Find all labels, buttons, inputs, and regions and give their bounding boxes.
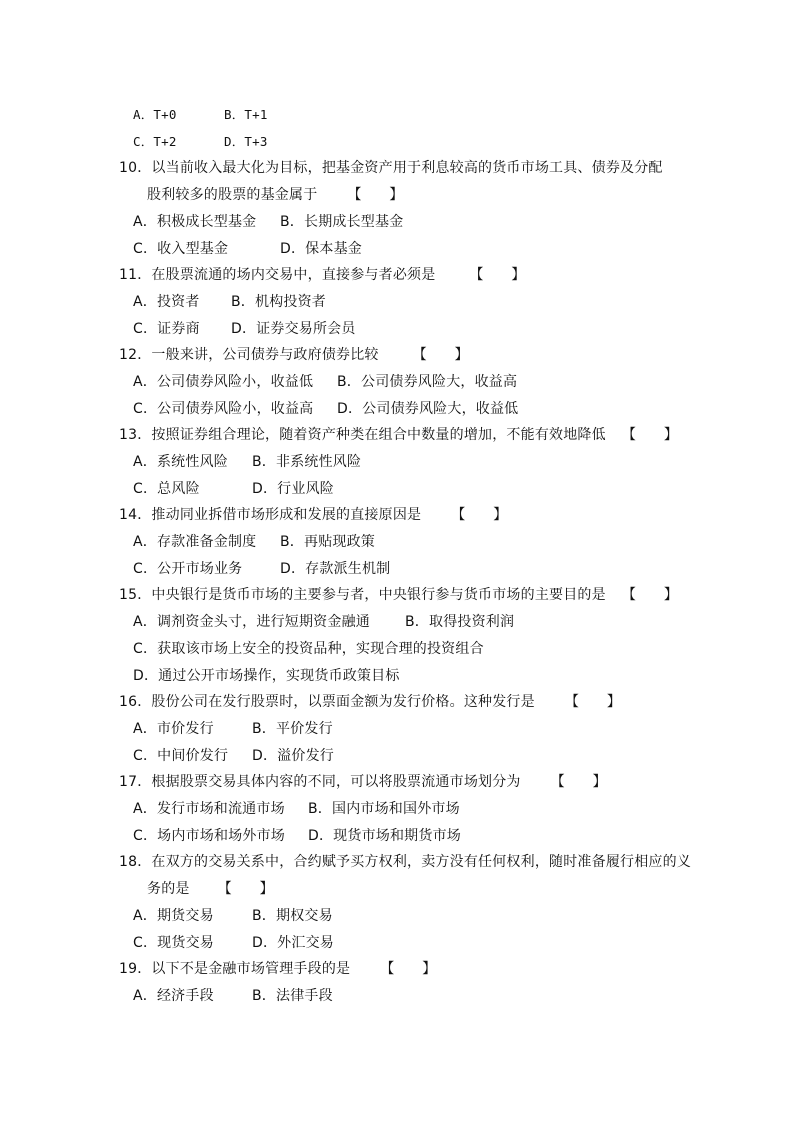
question-number: 11． [119, 267, 152, 283]
option-11-c: C．证券商 [133, 321, 200, 337]
option-14-b: B．再贴现政策 [280, 534, 376, 550]
option-17-c: C．场内市场和场外市场 [133, 828, 285, 844]
answer-bracket: 【 】 [621, 427, 678, 443]
question-10-stem-line1: 10．以当前收入最大化为目标，把基金资产用于利息较高的货币市场工具、债券及分配 [119, 160, 663, 176]
option-16-d: D．溢价发行 [252, 748, 334, 764]
option-10-c: C．收入型基金 [133, 241, 229, 257]
option-19-b: B．法律手段 [252, 988, 333, 1004]
answer-bracket: 【 】 [621, 587, 678, 603]
question-number: 10． [119, 160, 152, 176]
option-17-a: A．发行市场和流通市场 [133, 801, 285, 817]
option-14-c: C．公开市场业务 [133, 561, 243, 577]
answer-bracket: 【 】 [564, 694, 621, 710]
answer-bracket: 【 】 [469, 267, 526, 283]
option-9-d: D．T+3 [224, 134, 268, 149]
option-13-b: B．非系统性风险 [252, 454, 362, 470]
option-12-a: A．公司债券风险小，收益低 [133, 374, 314, 390]
question-11-stem: 11．在股票流通的场内交易中，直接参与者必须是 【 】 [119, 267, 526, 283]
option-12-d: D．公司债券风险大，收益低 [337, 401, 519, 417]
option-13-d: D．行业风险 [252, 481, 334, 497]
question-14-stem: 14．推动同业拆借市场形成和发展的直接原因是 【 】 [119, 507, 508, 523]
option-9-b: B．T+1 [224, 107, 268, 122]
option-9-c: C．T+2 [133, 134, 177, 149]
answer-bracket: 【 】 [217, 881, 274, 897]
option-9-a: A．T+0 [133, 107, 177, 122]
question-18-stem-line2: 务的是 【 】 [147, 881, 274, 897]
question-15-stem: 15．中央银行是货币市场的主要参与者，中央银行参与货币市场的主要目的是 【 】 [119, 587, 678, 603]
answer-bracket: 【 】 [451, 507, 508, 523]
option-13-a: A．系统性风险 [133, 454, 228, 470]
option-12-c: C．公司债券风险小，收益高 [133, 401, 314, 417]
option-17-b: B．国内市场和国外市场 [308, 801, 460, 817]
question-10-stem-line2: 股利较多的股票的基金属于 【 】 [147, 187, 404, 203]
question-19-stem: 19．以下不是金融市场管理手段的是 【 】 [119, 961, 437, 977]
option-15-b: B．取得投资利润 [405, 614, 515, 630]
option-10-a: A．积极成长型基金 [133, 214, 257, 230]
option-10-d: D．保本基金 [280, 241, 362, 257]
option-12-b: B．公司债券风险大，收益高 [337, 374, 518, 390]
option-11-d: D．证券交易所会员 [231, 321, 356, 337]
option-15-a: A．调剂资金头寸，进行短期资金融通 [133, 614, 370, 630]
option-18-a: A．期货交易 [133, 908, 214, 924]
option-14-a: A．存款准备金制度 [133, 534, 257, 550]
question-17-stem: 17．根据股票交易具体内容的不同，可以将股票流通市场划分为 【 】 [119, 774, 607, 790]
option-19-a: A．经济手段 [133, 988, 214, 1004]
answer-bracket: 【 】 [347, 187, 404, 203]
option-17-d: D．现货市场和期货市场 [308, 828, 461, 844]
option-10-b: B．长期成长型基金 [280, 214, 404, 230]
option-13-c: C．总风险 [133, 481, 200, 497]
question-13-stem: 13．按照证券组合理论，随着资产种类在组合中数量的增加，不能有效地降低 【 】 [119, 427, 678, 443]
option-16-c: C．中间价发行 [133, 748, 229, 764]
question-number: 16． [119, 694, 152, 710]
question-number: 14． [119, 507, 152, 523]
answer-bracket: 【 】 [380, 961, 437, 977]
option-15-d: D．通过公开市场操作，实现货币政策目标 [133, 668, 400, 684]
question-number: 12． [119, 347, 152, 363]
question-number: 13． [119, 427, 152, 443]
option-11-b: B．机构投资者 [231, 294, 327, 310]
option-18-c: C．现货交易 [133, 935, 214, 951]
option-15-c: C．获取该市场上安全的投资品种，实现合理的投资组合 [133, 641, 484, 657]
question-number: 18． [119, 854, 152, 870]
option-16-b: B．平价发行 [252, 721, 333, 737]
question-16-stem: 16．股份公司在发行股票时，以票面金额为发行价格。这种发行是 【 】 [119, 694, 621, 710]
question-number: 19． [119, 961, 152, 977]
question-number: 17． [119, 774, 152, 790]
option-11-a: A．投资者 [133, 294, 200, 310]
option-14-d: D．存款派生机制 [280, 561, 391, 577]
option-18-b: B．期权交易 [252, 908, 333, 924]
question-18-stem-line1: 18．在双方的交易关系中，合约赋予买方权利，卖方没有任何权利，随时准备履行相应的义 [119, 854, 692, 870]
question-number: 15． [119, 587, 152, 603]
answer-bracket: 【 】 [550, 774, 607, 790]
option-18-d: D．外汇交易 [252, 935, 334, 951]
question-12-stem: 12．一般来讲，公司债券与政府债券比较 【 】 [119, 347, 469, 363]
answer-bracket: 【 】 [412, 347, 469, 363]
option-16-a: A．市价发行 [133, 721, 214, 737]
